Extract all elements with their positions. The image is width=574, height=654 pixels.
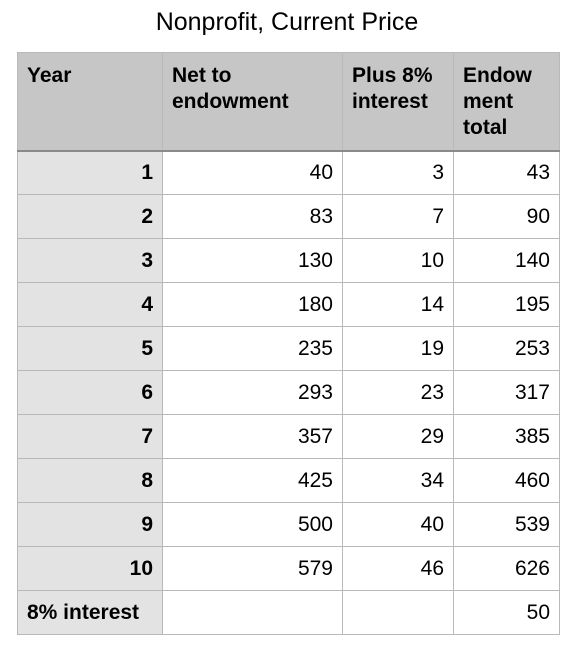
net-cell: 180 bbox=[163, 283, 343, 327]
interest-cell: 7 bbox=[343, 195, 454, 239]
net-cell: 40 bbox=[163, 151, 343, 195]
table-row bbox=[18, 239, 560, 283]
year-cell: 3 bbox=[18, 239, 163, 283]
interest-cell: 23 bbox=[343, 371, 454, 415]
year-cell: 2 bbox=[18, 195, 163, 239]
year-cell: 5 bbox=[18, 327, 163, 371]
total-cell: 626 bbox=[454, 547, 560, 591]
year-cell: 7 bbox=[18, 415, 163, 459]
net-cell: 130 bbox=[163, 239, 343, 283]
table-row bbox=[18, 415, 560, 459]
year-cell: 10 bbox=[18, 547, 163, 591]
interest-cell: 3 bbox=[343, 151, 454, 195]
summary-row bbox=[18, 591, 560, 635]
interest-cell: 19 bbox=[343, 327, 454, 371]
net-cell: 83 bbox=[163, 195, 343, 239]
interest-cell: 14 bbox=[343, 283, 454, 327]
table-row bbox=[18, 327, 560, 371]
interest-cell: 10 bbox=[343, 239, 454, 283]
total-cell: 539 bbox=[454, 503, 560, 547]
table-row bbox=[18, 371, 560, 415]
net-cell: 425 bbox=[163, 459, 343, 503]
total-cell: 43 bbox=[454, 151, 560, 195]
table-title: Nonprofit, Current Price bbox=[155, 8, 419, 36]
year-cell: 1 bbox=[18, 151, 163, 195]
endowment-table bbox=[17, 52, 560, 635]
summary-total-cell: 50 bbox=[454, 591, 560, 635]
net-cell: 579 bbox=[163, 547, 343, 591]
net-cell: 235 bbox=[163, 327, 343, 371]
table-row bbox=[18, 503, 560, 547]
total-cell: 253 bbox=[454, 327, 560, 371]
table-row bbox=[18, 459, 560, 503]
table-row bbox=[18, 151, 560, 195]
net-cell: 500 bbox=[163, 503, 343, 547]
summary-label: 8% interest bbox=[18, 591, 163, 635]
interest-cell: 29 bbox=[343, 415, 454, 459]
total-cell: 317 bbox=[454, 371, 560, 415]
year-cell: 9 bbox=[18, 503, 163, 547]
net-cell: 293 bbox=[163, 371, 343, 415]
summary-net-cell bbox=[163, 591, 343, 635]
year-cell: 4 bbox=[18, 283, 163, 327]
summary-interest-cell bbox=[343, 591, 454, 635]
total-cell: 195 bbox=[454, 283, 560, 327]
interest-cell: 40 bbox=[343, 503, 454, 547]
year-cell: 6 bbox=[18, 371, 163, 415]
total-cell: 460 bbox=[454, 459, 560, 503]
header-plus-interest: Plus 8% interest bbox=[343, 53, 454, 151]
header-row bbox=[18, 53, 560, 151]
net-cell: 357 bbox=[163, 415, 343, 459]
year-cell: 8 bbox=[18, 459, 163, 503]
table-row bbox=[18, 547, 560, 591]
total-cell: 90 bbox=[454, 195, 560, 239]
interest-cell: 46 bbox=[343, 547, 454, 591]
interest-cell: 34 bbox=[343, 459, 454, 503]
header-net-to-endowment: Net to endowment bbox=[163, 53, 343, 151]
header-endowment-total: Endow ment total bbox=[454, 53, 560, 151]
total-cell: 140 bbox=[454, 239, 560, 283]
total-cell: 385 bbox=[454, 415, 560, 459]
header-year: Year bbox=[18, 53, 163, 151]
table-row bbox=[18, 283, 560, 327]
table-row bbox=[18, 195, 560, 239]
